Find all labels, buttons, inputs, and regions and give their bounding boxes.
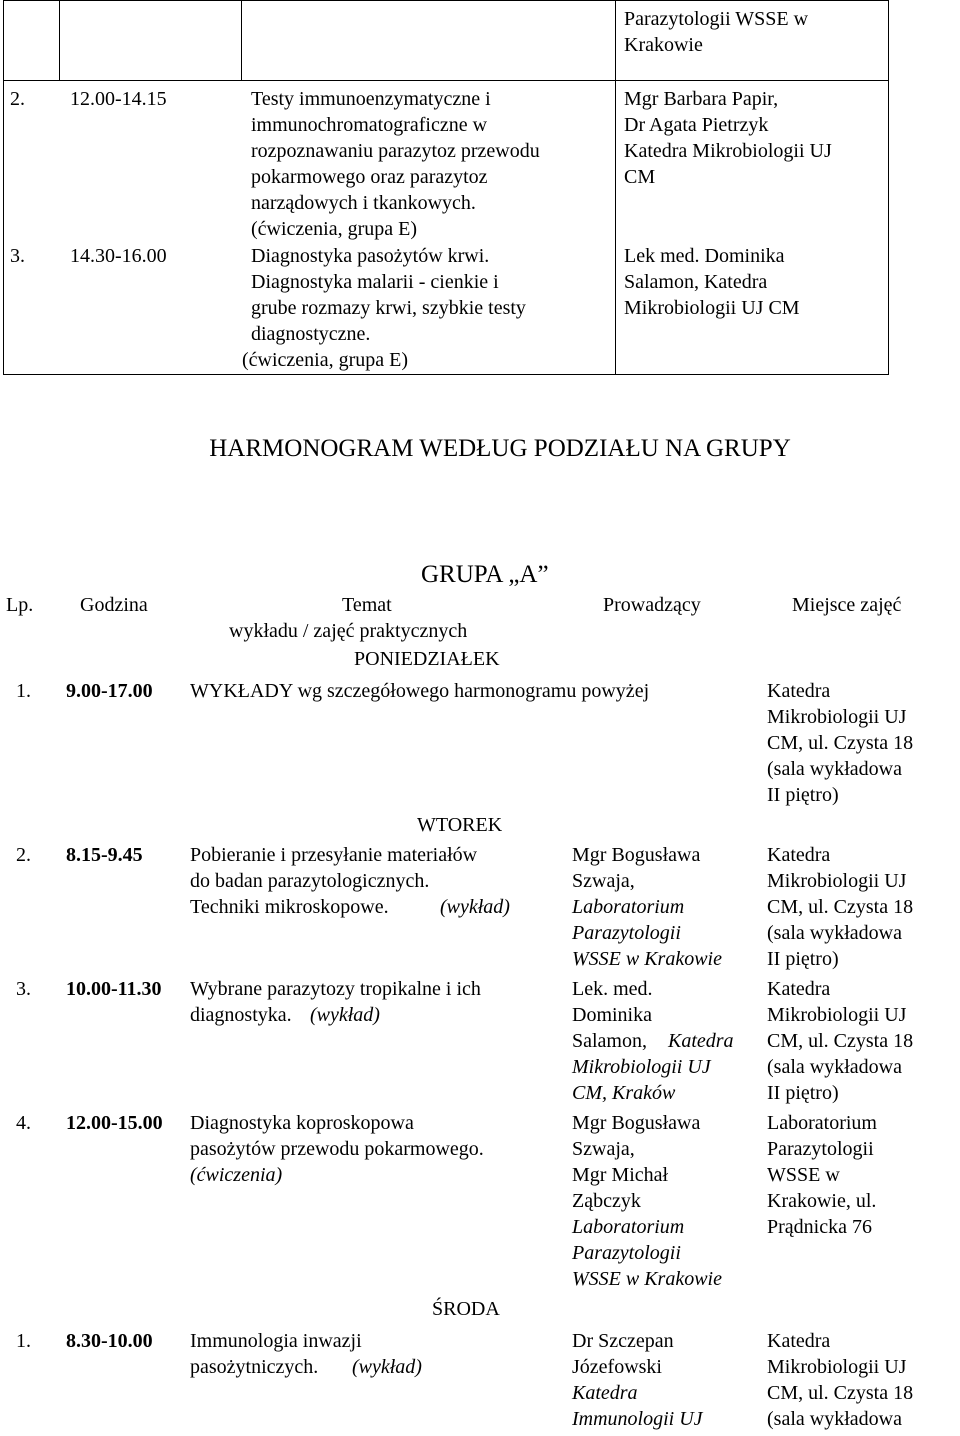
entry-topic-note: (ćwiczenia) — [190, 1164, 283, 1186]
row-topic: Testy immunoenzymatyczne i immunochromatograficzne w rozpoznawaniu parazytoz przewodu pokarmowego oraz parazytoz narządowych i tkankowych. — [251, 88, 540, 214]
entry-number: 4. — [16, 1112, 31, 1134]
entry-place: Laboratorium Parazytologii WSSE w Krakowie, ul. Prądnicka 76 — [767, 1112, 877, 1238]
row-topic-note: (ćwiczenia, grupa E) — [242, 349, 409, 371]
entry-lecturer-unit-rest: Mikrobiologii UJ CM, Kraków — [572, 1056, 711, 1104]
table-border-col1 — [59, 0, 60, 81]
row-number: 3. — [10, 245, 25, 267]
top-header-cell: Parazytologii WSSE w Krakowie — [624, 8, 809, 56]
row-topic: Diagnostyka pasożytów krwi. Diagnostyka malarii - cienkie i grube rozmazy krwi, szybkie testy diagnostyczne. — [251, 245, 526, 345]
entry-number: 1. — [16, 680, 31, 702]
entry-topic-note: (wykład) — [440, 896, 510, 918]
day-header-tuesday: WTOREK — [417, 814, 503, 836]
row-lecturer: Lek med. Dominika Salamon, Katedra Mikrobiologii UJ CM — [624, 245, 800, 319]
entry-lecturer-unit: Laboratorium Parazytologii WSSE w Krakowie — [572, 1216, 722, 1290]
column-header-topic-sub: wykładu / zajęć praktycznych — [229, 620, 468, 642]
page-title: HARMONOGRAM WEDŁUG PODZIAŁU NA GRUPY — [209, 435, 791, 462]
entry-lecturer: Dr Szczepan Józefowski — [572, 1330, 674, 1378]
column-header-topic: Temat — [342, 594, 392, 616]
table-border-top — [3, 0, 889, 1]
entry-topic: Pobieranie i przesyłanie materiałów do badan parazytologicznych. Techniki mikroskopowe. — [190, 844, 478, 918]
entry-place: Katedra Mikrobiologii UJ CM, ul. Czysta 18 (sala wykładowa II piętro) — [767, 844, 914, 970]
table-border-col2 — [241, 0, 242, 81]
column-header-lecturer: Prowadzący — [603, 594, 701, 616]
row-time: 12.00-14.15 — [70, 88, 167, 110]
entry-place: Katedra Mikrobiologii UJ CM, ul. Czysta 18 (sala wykładowa II piętro) — [767, 680, 914, 806]
table-border-bottom — [3, 374, 889, 375]
table-border-right — [888, 0, 889, 375]
entry-lecturer-unit: Katedra Immunologii UJ — [572, 1382, 703, 1430]
entry-topic: Immunologia inwazji pasożytniczych. — [190, 1330, 362, 1378]
row-time: 14.30-16.00 — [70, 245, 167, 267]
entry-lecturer: Lek. med. Dominika Salamon, — [572, 978, 653, 1052]
entry-topic-note: (wykład) — [352, 1356, 422, 1378]
entry-topic: WYKŁADY wg szczegółowego harmonogramu powyżej — [190, 680, 650, 702]
entry-topic: Diagnostyka koproskopowa pasożytów przewodu pokarmowego. — [190, 1112, 484, 1160]
entry-time: 8.30-10.00 — [66, 1330, 153, 1352]
row-lecturer: Mgr Barbara Papir, Dr Agata Pietrzyk Katedra Mikrobiologii UJ CM — [624, 88, 832, 188]
day-header-wednesday: ŚRODA — [432, 1298, 500, 1320]
entry-time: 8.15-9.45 — [66, 844, 143, 866]
column-header-lp: Lp. — [6, 594, 34, 616]
entry-topic: Wybrane parazytozy tropikalne i ich diagnostyka. — [190, 978, 481, 1026]
group-title: GRUPA „A” — [421, 561, 549, 588]
table-border-col3 — [615, 0, 616, 375]
entry-place: Katedra Mikrobiologii UJ CM, ul. Czysta 18 (sala wykładowa II piętro) — [767, 978, 914, 1104]
table-border-left — [3, 0, 4, 375]
entry-place: Katedra Mikrobiologii UJ CM, ul. Czysta 18 (sala wykładowa — [767, 1330, 914, 1430]
entry-time: 10.00-11.30 — [66, 978, 162, 1000]
entry-lecturer-unit-first: Katedra — [668, 1030, 734, 1052]
row-number: 2. — [10, 88, 25, 110]
column-header-time: Godzina — [80, 594, 148, 616]
entry-number: 1. — [16, 1330, 31, 1352]
entry-time: 12.00-15.00 — [66, 1112, 163, 1134]
entry-lecturer: Mgr Bogusława Szwaja, — [572, 844, 701, 892]
entry-topic-note: (wykład) — [310, 1004, 380, 1026]
entry-number: 2. — [16, 844, 31, 866]
entry-number: 3. — [16, 978, 31, 1000]
day-header-monday: PONIEDZIAŁEK — [354, 648, 500, 670]
entry-time: 9.00-17.00 — [66, 680, 153, 702]
entry-lecturer: Mgr Bogusława Szwaja, Mgr Michał Ząbczyk — [572, 1112, 701, 1212]
entry-lecturer-unit: Laboratorium Parazytologii WSSE w Krakowie — [572, 896, 722, 970]
row-topic-note: (ćwiczenia, grupa E) — [251, 218, 418, 240]
column-header-place: Miejsce zajęć — [792, 594, 902, 616]
table-border-row — [3, 80, 889, 81]
